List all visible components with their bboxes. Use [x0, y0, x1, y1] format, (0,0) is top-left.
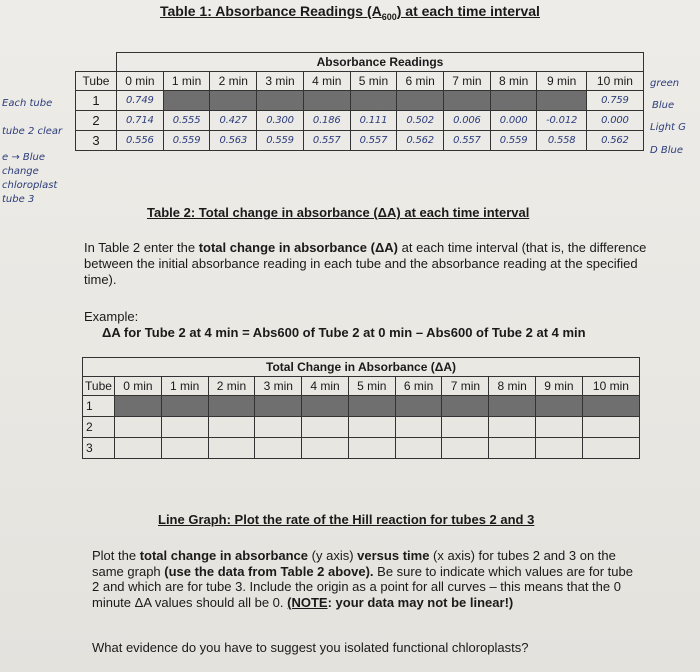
table2-col-header: 8 min [489, 377, 536, 396]
table2-col-header: 10 min [582, 377, 639, 396]
table-row [76, 131, 644, 151]
shaded-cell [582, 396, 639, 417]
table1-title: Table 1: Absorbance Readings $(A_{600})$ at each time interval [160, 3, 540, 22]
shaded-cell [302, 396, 349, 417]
table-cell[interactable] [302, 417, 349, 438]
table2-col-header: 7 min [442, 377, 489, 396]
table-cell[interactable]: 0.556 [117, 131, 164, 151]
table-cell[interactable]: 0.749 [117, 91, 164, 111]
table2-col-header: 5 min [348, 377, 395, 396]
tube-number: 1 [76, 91, 117, 111]
shaded-cell [350, 91, 397, 111]
shaded-cell [444, 91, 491, 111]
table-cell[interactable] [582, 438, 639, 459]
table2-instructions: In Table 2 enter the total change in absorbance (ΔA) at each time interval (that is, the difference between the initial absorbance reading in each tube and the absorbance reading at the specified time). [84, 240, 647, 287]
table2-title: Table 2: Total change in absorbance (ΔA) at each time interval [147, 205, 530, 220]
tube-number: 2 [83, 417, 115, 438]
table-cell[interactable] [348, 417, 395, 438]
table-cell[interactable] [536, 438, 583, 459]
table1-col-header: 9 min [537, 72, 586, 91]
note-row1: Blue [652, 100, 675, 111]
table-cell[interactable]: 0.559 [490, 131, 537, 151]
table-cell[interactable] [302, 438, 349, 459]
table2-col-header: 0 min [115, 377, 162, 396]
table-cell[interactable]: 0.186 [303, 111, 350, 131]
graph-title: Line Graph: Plot the rate of the Hill reaction for tubes 2 and 3 [158, 512, 535, 527]
table-cell[interactable] [115, 417, 162, 438]
table-cell[interactable] [395, 438, 442, 459]
question-text: What evidence do you have to suggest you isolated functional chloroplasts? [92, 640, 529, 655]
table2-col-header: 1 min [161, 377, 208, 396]
table-row [76, 91, 644, 111]
table-cell[interactable]: 0.714 [117, 111, 164, 131]
table-row [83, 438, 640, 459]
table-cell[interactable]: 0.006 [444, 111, 491, 131]
note-row3: D Blue [650, 145, 684, 156]
table-cell[interactable] [582, 417, 639, 438]
table-cell[interactable] [489, 417, 536, 438]
table-cell[interactable] [161, 438, 208, 459]
shaded-cell [490, 91, 537, 111]
tube-number: 3 [76, 131, 117, 151]
table1-col-header: Tube [76, 72, 117, 91]
table1-col-header: 10 min [586, 72, 643, 91]
tube-number: 1 [83, 396, 115, 417]
table-cell[interactable]: 0.759 [586, 91, 643, 111]
table-row [76, 111, 644, 131]
table-cell[interactable]: 0.000 [490, 111, 537, 131]
table-cell[interactable] [208, 438, 255, 459]
table-cell[interactable]: 0.427 [210, 111, 257, 131]
shaded-cell [163, 91, 210, 111]
margin-note-5: chloroplast [2, 180, 58, 191]
tube-number: 3 [83, 438, 115, 459]
margin-note-6: tube 3 [2, 194, 35, 205]
table-cell[interactable]: 0.559 [163, 131, 210, 151]
shaded-cell [208, 396, 255, 417]
table2-col-header: 4 min [302, 377, 349, 396]
table1-col-header: 5 min [350, 72, 397, 91]
note-green: green [650, 78, 680, 89]
table2-col-header: 6 min [395, 377, 442, 396]
shaded-cell [255, 396, 302, 417]
table1-col-header: 2 min [210, 72, 257, 91]
table2 [82, 357, 640, 459]
table-cell[interactable] [161, 417, 208, 438]
table-cell[interactable] [255, 438, 302, 459]
table-cell[interactable]: 0.502 [397, 111, 444, 131]
table2-col-header: 2 min [208, 377, 255, 396]
table1-col-header: 3 min [257, 72, 304, 91]
table-cell[interactable]: 0.559 [257, 131, 304, 151]
shaded-cell [536, 396, 583, 417]
table-cell[interactable] [348, 438, 395, 459]
table-cell[interactable]: 0.000 [586, 111, 643, 131]
shaded-cell [537, 91, 586, 111]
shaded-cell [161, 396, 208, 417]
table-cell[interactable] [489, 438, 536, 459]
table1-span-header: Absorbance Readings [117, 53, 644, 72]
table1-col-header: 1 min [163, 72, 210, 91]
table1-col-header: 7 min [444, 72, 491, 91]
shaded-cell [442, 396, 489, 417]
table-cell[interactable]: 0.558 [537, 131, 586, 151]
table-cell[interactable]: 0.557 [350, 131, 397, 151]
example-label: Example: [84, 309, 139, 324]
table-cell[interactable]: 0.563 [210, 131, 257, 151]
margin-note-4: change [2, 166, 39, 177]
margin-note-3: e → Blue [2, 152, 46, 163]
table2-col-header: 9 min [536, 377, 583, 396]
shaded-cell [210, 91, 257, 111]
shaded-cell [395, 396, 442, 417]
table-cell[interactable]: 0.562 [586, 131, 643, 151]
table-cell[interactable] [536, 417, 583, 438]
note-row2: Light G [650, 122, 686, 133]
table-cell[interactable] [442, 438, 489, 459]
table-row [83, 417, 640, 438]
shaded-cell [257, 91, 304, 111]
table-cell[interactable]: -0.012 [537, 111, 586, 131]
margin-note-2: tube 2 clear [2, 126, 63, 137]
table-cell[interactable]: 0.557 [444, 131, 491, 151]
shaded-cell [489, 396, 536, 417]
table-cell[interactable] [115, 438, 162, 459]
table-cell[interactable] [442, 417, 489, 438]
table2-col-header: 3 min [255, 377, 302, 396]
table-cell[interactable]: 0.562 [397, 131, 444, 151]
table-cell[interactable] [208, 417, 255, 438]
shaded-cell [397, 91, 444, 111]
table1-col-header: 6 min [397, 72, 444, 91]
table-cell[interactable]: 0.111 [350, 111, 397, 131]
graph-instructions: Plot the total change in absorbance (y axis) versus time (x axis) for tubes 2 and 3 on the same graph (use the data from Table 2 above). Be sure to indicate which values are for tube 2 and which are for tube 3. Include the origin as a point for all curves – this means that the 0 minute ΔA values should all be 0. (NOTE: your data may not be linear!) [92, 548, 633, 610]
table1 [75, 52, 644, 151]
margin-note-1: Each tube [2, 98, 53, 109]
table-cell[interactable]: 0.557 [303, 131, 350, 151]
shaded-cell [303, 91, 350, 111]
tube-number: 2 [76, 111, 117, 131]
table2-col-header: Tube [83, 377, 115, 396]
table-cell[interactable] [395, 417, 442, 438]
table-row [83, 396, 640, 417]
table-cell[interactable]: 0.555 [163, 111, 210, 131]
example-equation: ΔA for Tube 2 at 4 min = Abs600 of Tube 2 at 0 min – Abs600 of Tube 2 at 4 min [102, 325, 586, 340]
table-cell[interactable]: 0.300 [257, 111, 304, 131]
shaded-cell [115, 396, 162, 417]
table2-span-header: Total Change in Absorbance (ΔA) [83, 358, 640, 377]
table1-col-header: 0 min [117, 72, 164, 91]
shaded-cell [348, 396, 395, 417]
table1-col-header: 8 min [490, 72, 537, 91]
table1-col-header: 4 min [303, 72, 350, 91]
table-cell[interactable] [255, 417, 302, 438]
